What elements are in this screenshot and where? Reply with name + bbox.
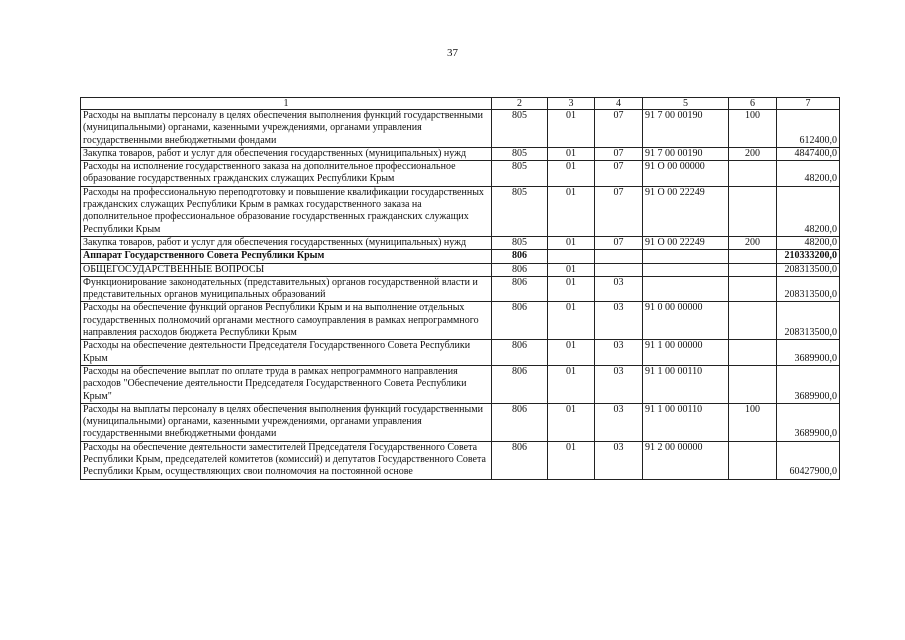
budget-table (80, 97, 840, 480)
subsection-code-cell: 07 (595, 147, 643, 160)
row-name-cell: ОБЩЕГОСУДАРСТВЕННЫЕ ВОПРОСЫ (81, 263, 492, 276)
ministry-code-cell: 806 (492, 365, 548, 403)
table-row (81, 276, 840, 302)
subsection-code-cell: 03 (595, 403, 643, 441)
ministry-code-cell: 806 (492, 441, 548, 479)
section-code-cell: 01 (548, 365, 595, 403)
table-row (81, 441, 840, 479)
row-name-cell: Расходы на выплаты персоналу в целях обеспечения выполнения функций государственными (муниципальными) органами, казенными учреждениями, органами управления государственными внебюджетными фондами (81, 110, 492, 148)
table-row (81, 302, 840, 340)
table-row (81, 403, 840, 441)
section-code-cell: 01 (548, 236, 595, 249)
section-code-cell: 01 (548, 441, 595, 479)
target-article-cell: 91 1 00 00000 (643, 340, 729, 366)
page-number: 37 (447, 47, 458, 59)
amount-cell: 48200,0 (777, 236, 840, 249)
expense-type-cell (729, 250, 777, 263)
subsection-code-cell (595, 250, 643, 263)
row-name-cell: Функционирование законодательных (представительных) органов государственной власти и представительных органов муниципальных образований (81, 276, 492, 302)
target-article-cell: 91 О 00 00000 (643, 161, 729, 187)
section-code-cell: 01 (548, 161, 595, 187)
row-name-cell: Расходы на исполнение государственного заказа на дополнительное профессиональное образование государственных гражданских служащих Республики Крым (81, 161, 492, 187)
amount-cell: 210333200,0 (777, 250, 840, 263)
section-code-cell: 01 (548, 263, 595, 276)
row-name-cell: Расходы на обеспечение функций органов Республики Крым и на выполнение отдельных государственных полномочий органами местного самоуправления в рамках непрограммного направления расходов бюджета Республики Крым (81, 302, 492, 340)
expense-type-cell (729, 161, 777, 187)
target-article-cell (643, 276, 729, 302)
column-header: 1 (81, 98, 492, 110)
ministry-code-cell: 806 (492, 250, 548, 263)
target-article-cell: 91 7 00 00190 (643, 147, 729, 160)
table-row (81, 186, 840, 236)
target-article-cell: 91 0 00 00000 (643, 302, 729, 340)
column-header: 3 (548, 98, 595, 110)
amount-cell: 3689900,0 (777, 365, 840, 403)
expense-type-cell (729, 276, 777, 302)
ministry-code-cell: 806 (492, 340, 548, 366)
amount-cell: 48200,0 (777, 186, 840, 236)
section-code-cell (548, 250, 595, 263)
column-header: 2 (492, 98, 548, 110)
amount-cell: 3689900,0 (777, 403, 840, 441)
row-name-cell: Расходы на обеспечение деятельности Председателя Государственного Совета Республики Крым (81, 340, 492, 366)
target-article-cell (643, 250, 729, 263)
ministry-code-cell: 805 (492, 110, 548, 148)
target-article-cell: 91 О 00 22249 (643, 236, 729, 249)
column-header: 7 (777, 98, 840, 110)
expense-type-cell (729, 302, 777, 340)
subsection-code-cell: 07 (595, 186, 643, 236)
target-article-cell (643, 263, 729, 276)
section-code-cell: 01 (548, 302, 595, 340)
row-name-cell: Расходы на обеспечение деятельности заместителей Председателя Государственного Совета Республики Крым, председателей комитетов (комиссий) и депутатов Государственного Совета Республики Крым, осуществляющих свои полномочия на постоянной основе (81, 441, 492, 479)
column-header: 4 (595, 98, 643, 110)
row-name-cell: Расходы на профессиональную переподготовку и повышение квалификации государственных гражданских служащих Республики Крым в рамках государственного заказа на дополнительное профессиональное образование государственных гражданских служащих Республики Крым (81, 186, 492, 236)
expense-type-cell (729, 186, 777, 236)
expense-type-cell: 200 (729, 236, 777, 249)
amount-cell: 4847400,0 (777, 147, 840, 160)
subsection-code-cell: 03 (595, 441, 643, 479)
subsection-code-cell: 07 (595, 110, 643, 148)
amount-cell: 3689900,0 (777, 340, 840, 366)
row-name-cell: Закупка товаров, работ и услуг для обеспечения государственных (муниципальных) нужд (81, 236, 492, 249)
amount-cell: 48200,0 (777, 161, 840, 187)
subsection-code-cell: 03 (595, 340, 643, 366)
target-article-cell: 91 1 00 00110 (643, 403, 729, 441)
expense-type-cell (729, 441, 777, 479)
expense-type-cell: 200 (729, 147, 777, 160)
ministry-code-cell: 806 (492, 302, 548, 340)
section-code-cell: 01 (548, 186, 595, 236)
expense-type-cell (729, 263, 777, 276)
amount-cell: 208313500,0 (777, 302, 840, 340)
target-article-cell: 91 7 00 00190 (643, 110, 729, 148)
ministry-code-cell: 806 (492, 276, 548, 302)
row-name-cell: Закупка товаров, работ и услуг для обеспечения государственных (муниципальных) нужд (81, 147, 492, 160)
column-header: 5 (643, 98, 729, 110)
table-row (81, 147, 840, 160)
column-header: 6 (729, 98, 777, 110)
amount-cell: 612400,0 (777, 110, 840, 148)
expense-type-cell: 100 (729, 110, 777, 148)
section-code-cell: 01 (548, 340, 595, 366)
ministry-code-cell: 806 (492, 403, 548, 441)
ministry-code-cell: 805 (492, 236, 548, 249)
ministry-code-cell: 805 (492, 161, 548, 187)
table-row (81, 110, 840, 148)
row-name-cell: Аппарат Государственного Совета Республики Крым (81, 250, 492, 263)
subsection-code-cell (595, 263, 643, 276)
subsection-code-cell: 07 (595, 161, 643, 187)
target-article-cell: 91 О 00 22249 (643, 186, 729, 236)
amount-cell: 208313500,0 (777, 276, 840, 302)
table-row (81, 263, 840, 276)
section-code-cell: 01 (548, 276, 595, 302)
section-code-cell: 01 (548, 403, 595, 441)
target-article-cell: 91 1 00 00110 (643, 365, 729, 403)
section-code-cell: 01 (548, 110, 595, 148)
ministry-code-cell: 805 (492, 186, 548, 236)
table-row (81, 250, 840, 263)
row-name-cell: Расходы на обеспечение выплат по оплате труда в рамках непрограммного направления расходов "Обеспечение деятельности Председателя Государственного Совета Республики Крым" (81, 365, 492, 403)
ministry-code-cell: 806 (492, 263, 548, 276)
expense-type-cell (729, 365, 777, 403)
table-row (81, 161, 840, 187)
subsection-code-cell: 03 (595, 302, 643, 340)
subsection-code-cell: 03 (595, 276, 643, 302)
row-name-cell: Расходы на выплаты персоналу в целях обеспечения выполнения функций государственными (муниципальными) органами, казенными учреждениями, органами управления государственными внебюджетными фондами (81, 403, 492, 441)
amount-cell: 60427900,0 (777, 441, 840, 479)
table-row (81, 236, 840, 249)
ministry-code-cell: 805 (492, 147, 548, 160)
budget-table-body (81, 98, 840, 480)
subsection-code-cell: 07 (595, 236, 643, 249)
section-code-cell: 01 (548, 147, 595, 160)
table-header-row (81, 98, 840, 110)
table-row (81, 365, 840, 403)
expense-type-cell: 100 (729, 403, 777, 441)
target-article-cell: 91 2 00 00000 (643, 441, 729, 479)
expense-type-cell (729, 340, 777, 366)
subsection-code-cell: 03 (595, 365, 643, 403)
table-row (81, 340, 840, 366)
amount-cell: 208313500,0 (777, 263, 840, 276)
